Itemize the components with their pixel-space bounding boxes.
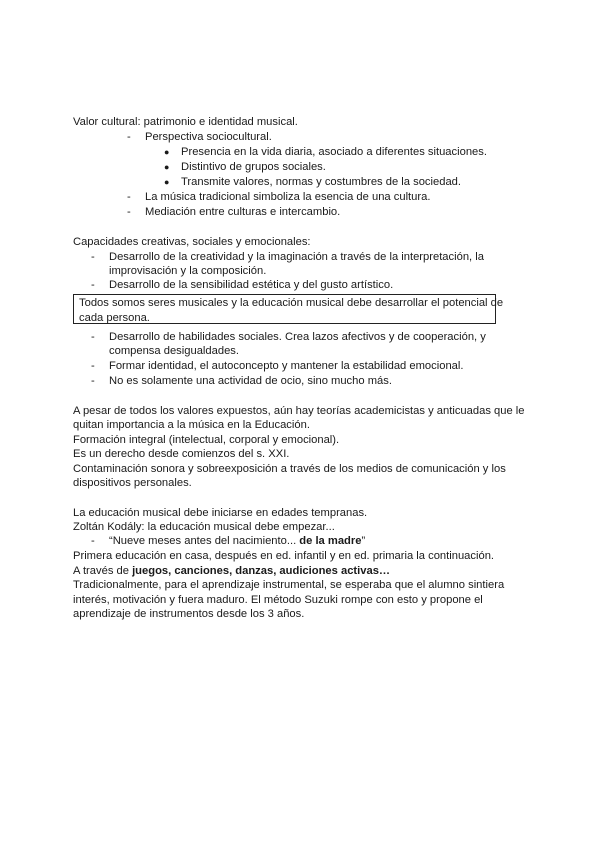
dash-marker: - xyxy=(127,131,131,143)
section4-p5-line1: Tradicionalmente, para el aprendizaje instrumental, se esperaba que el alumno sintiera xyxy=(73,579,505,591)
section3-p1-line2: quitan importancia a la música en la Educación. xyxy=(73,419,310,431)
section3-p1-line1: A pesar de todos los valores expuestos, aún hay teorías academicistas y anticuadas que le xyxy=(73,405,525,417)
dash-marker: - xyxy=(91,360,95,372)
section4-p5-line3: aprendizaje de instrumentos desde los 3 años. xyxy=(73,608,305,620)
section2-item5: No es solamente una actividad de ocio, sino mucho más. xyxy=(109,375,392,387)
section3-p4-line1: Contaminación sonora y sobreexposición a través de los medios de comunicación y los xyxy=(73,463,506,475)
section1-bullet-1: Presencia en la vida diaria, asociado a diferentes situaciones. xyxy=(181,146,487,158)
quote-bold: de la madre xyxy=(299,535,362,547)
section4-p4 xyxy=(73,564,390,579)
section2-item1-line1: Desarrollo de la creatividad y la imaginación a través de la interpretación, la xyxy=(109,251,484,263)
section2-item4: Formar identidad, el autoconcepto y mantener la estabilidad emocional. xyxy=(109,360,464,372)
section1-sub2: La música tradicional simboliza la esencia de una cultura. xyxy=(145,191,431,203)
section2-item2: Desarrollo de la sensibilidad estética y del gusto artístico. xyxy=(109,279,394,291)
section2-item3-line2: compensa desigualdades. xyxy=(109,345,239,357)
dash-marker: - xyxy=(91,331,95,343)
dash-marker: - xyxy=(127,191,131,203)
section3-p2: Formación integral (intelectual, corporal y emocional). xyxy=(73,434,340,446)
bullet-marker: ● xyxy=(164,162,170,172)
section3-p3: Es un derecho desde comienzos del s. XXI. xyxy=(73,448,290,460)
bullet-marker: ● xyxy=(164,177,170,187)
section4-p5-line2: interés, motivación y fuera maduro. El método Suzuki rompe con esto y propone el xyxy=(73,594,483,606)
highlight-box-line2: cada persona. xyxy=(79,312,150,324)
section4-p1: La educación musical debe iniciarse en edades tempranas. xyxy=(73,507,368,519)
section4-p2: Zoltán Kodály: la educación musical debe empezar... xyxy=(73,521,335,533)
dash-marker: - xyxy=(91,375,95,387)
section1-heading: Valor cultural: patrimonio e identidad musical. xyxy=(73,116,298,128)
section1-sub3: Mediación entre culturas e intercambio. xyxy=(145,206,341,218)
dash-marker: - xyxy=(127,206,131,218)
section2-item3-line1: Desarrollo de habilidades sociales. Crea lazos afectivos y de cooperación, y xyxy=(109,331,486,343)
section3-p4-line2: dispositivos personales. xyxy=(73,477,192,489)
highlight-box-line1: Todos somos seres musicales y la educación musical debe desarrollar el potencial de xyxy=(79,297,504,309)
p4-start: A través de xyxy=(73,565,133,577)
dash-marker: - xyxy=(91,251,95,263)
highlight-box xyxy=(73,294,504,324)
dash-marker: - xyxy=(91,279,95,291)
section2-heading: Capacidades creativas, sociales y emocionales: xyxy=(73,236,311,248)
section1-bullet-3: Transmite valores, normas y costumbres de la sociedad. xyxy=(181,176,462,188)
quote-end: ” xyxy=(361,535,366,547)
quote-start: “Nueve meses antes del nacimiento... xyxy=(109,535,300,547)
kodaly-quote xyxy=(109,534,365,549)
section1-sub1: Perspectiva sociocultural. xyxy=(145,131,272,143)
section1-bullet-2: Distintivo de grupos sociales. xyxy=(181,161,326,173)
section4-p3: Primera educación en casa, después en ed. infantil y en ed. primaria la continuación. xyxy=(73,550,495,562)
bullet-marker: ● xyxy=(164,147,170,157)
section2-item1-line2: improvisación y la composición. xyxy=(109,265,267,277)
p4-bold: juegos, canciones, danzas, audiciones activas… xyxy=(132,565,391,577)
dash-marker: - xyxy=(91,535,95,547)
